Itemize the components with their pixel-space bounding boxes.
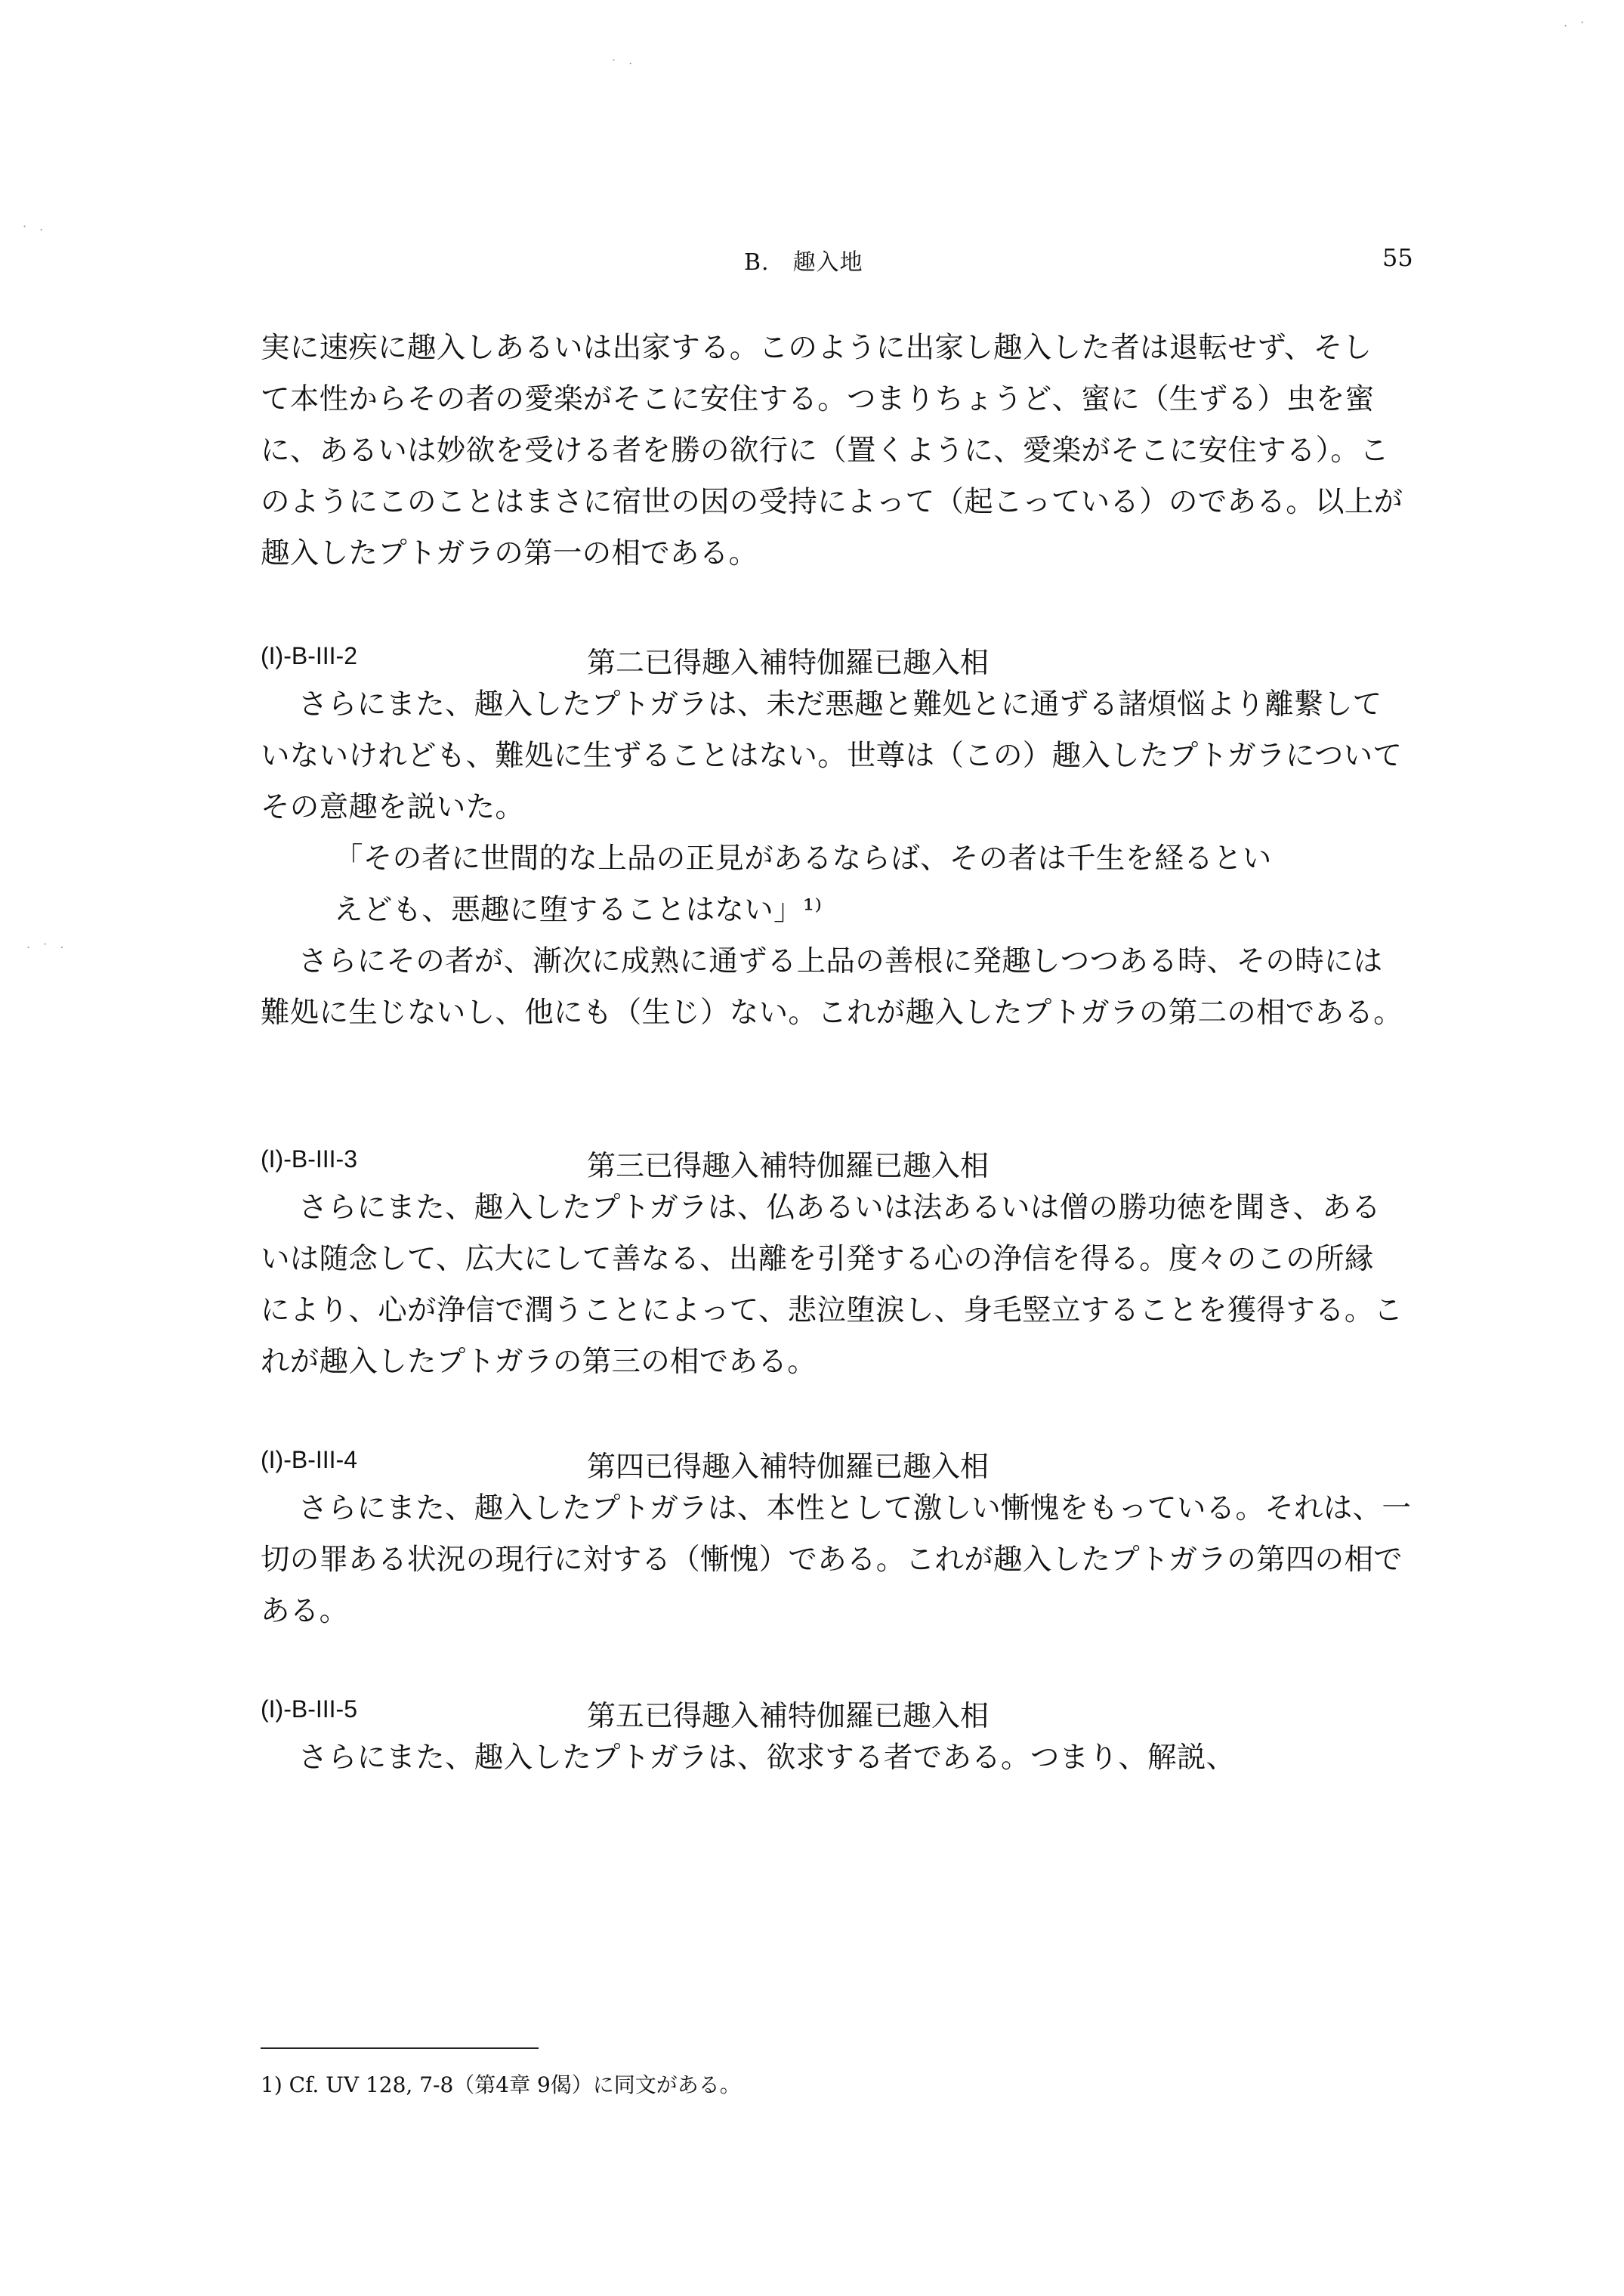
section-body-line: 切の罪ある状況の現行に対する（慚愧）である。これが趣入したプトガラの第四の相で [261,1543,1403,1577]
scan-specks: · . [23,219,48,233]
section-body-line: ある。 [261,1594,349,1628]
section-id: (I)-B-III-2 [261,642,357,669]
quote-line: えども、悪趣に堕することはない」¹⁾ [334,893,823,927]
page-number: 55 [1382,243,1413,272]
section-body-line: いないけれども、難処に生ずることはない。世尊は（この）趣入したプトガラについて [261,739,1403,773]
section-title: 第三已得趣入補特伽羅已趣入相 [587,1149,990,1182]
section-id: (I)-B-III-4 [261,1446,357,1473]
footnote: 1) Cf. UV 128, 7-8（第4章 9偈）に同文がある。 [261,2072,741,2097]
section-body-line: により、心が浄信で潤うことによって、悲泣堕涙し、身毛竪立することを獲得する。こ [261,1293,1403,1327]
section-body-line: さらにまた、趣入したプトガラは、欲求する者である。つまり、解説、 [298,1741,1236,1775]
running-header: B. 趣入地 [744,249,863,276]
intro-line: のようにこのことはまさに宿世の因の受持によって（起こっている）のである。以上が [261,485,1403,519]
intro-line: に、あるいは妙欲を受ける者を勝の欲行に（置くように、愛楽がそこに安住する）。こ [261,434,1389,468]
section-body-line: 難処に生じないし、他にも（生じ）ない。これが趣入したプトガラの第二の相である。 [261,996,1403,1030]
section-body-line: さらにまた、趣入したプトガラは、本性として激しい慚愧をもっている。それは、一 [298,1491,1412,1525]
section-body-line: さらにまた、趣入したプトガラは、仏あるいは法あるいは僧の勝功徳を聞き、ある [298,1191,1381,1225]
intro-line: 実に速疾に趣入しあるいは出家する。このように出家し趣入した者は退転せず、そし [261,331,1372,365]
quote-line: 「その者に世間的な上品の正見があるならば、その者は千生を経るとい [334,842,1272,876]
scan-specks: · . [612,53,638,67]
section-title: 第二已得趣入補特伽羅已趣入相 [587,646,990,679]
footnote-divider [261,2047,539,2049]
section-id: (I)-B-III-5 [261,1695,357,1723]
section-id: (I)-B-III-3 [261,1145,357,1173]
section-title: 第五已得趣入補特伽羅已趣入相 [587,1699,990,1732]
section-body-line: その意趣を説いた。 [261,790,525,824]
section-body-line: さらにその者が、漸次に成熟に通ずる上品の善根に発趣しつつある時、その時には [298,944,1383,978]
scan-specks: . · [1564,15,1589,29]
scan-specks: . · . [26,937,69,951]
section-body-line: いは随念して、広大にして善なる、出離を引発する心の浄信を得る。度々のこの所縁 [261,1242,1374,1276]
section-body-line: さらにまた、趣入したプトガラは、未だ悪趣と難処とに通ずる諸煩悩より離繋して [298,688,1382,722]
intro-line: て本性からその者の愛楽がそこに安住する。つまりちょうど、蜜に（生ずる）虫を蜜 [261,382,1375,416]
section-body-line: れが趣入したプトガラの第三の相である。 [261,1345,817,1379]
intro-line: 趣入したプトガラの第一の相である。 [261,536,758,570]
section-title: 第四已得趣入補特伽羅已趣入相 [587,1450,990,1483]
